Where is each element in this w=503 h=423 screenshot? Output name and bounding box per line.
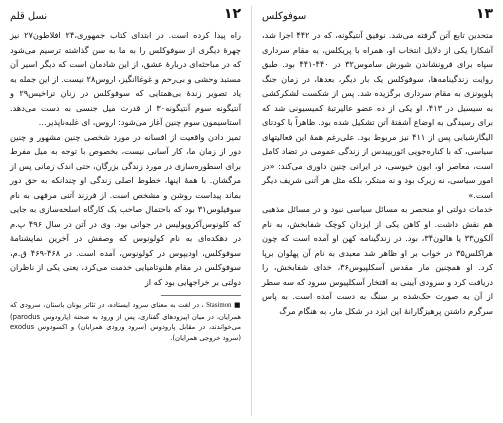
running-title: سوفوکلس	[262, 11, 307, 22]
right-page-body	[262, 28, 493, 318]
right-page-header	[262, 6, 493, 22]
paragraph: خدمات دولتی او منحصر به مسائل سیاسی نبود و در مسائل مذهبی هم نقش داشت. او کاهن یکی از ایزدان کوچک شفابخش، به نام آلکون۳۳ یا هالون۳۴، بود. در زندگینامه کهن او آمده است که چون هراکلس۳۵ در خواب بر او ظاهر شد معبدی به نام آن پهلوان برپا کرد. او همچنین مار مقدس آسکلپیوس۳۶، خدای شفابخش، را دریافت کرد و سرودی آیینی به افتخار آسکلپیوس سرود که سه سطر از آن به صورت حک‌شده بر سنگ به دست آمده است. به پاس سرگرم داشتن پرهیزگارانهٔ این ایزد در شکل مار، به هنگام مرگ	[262, 204, 494, 316]
footnote-marker: ■	[234, 301, 242, 309]
left-page-body	[10, 28, 241, 289]
footnote	[10, 300, 241, 343]
paragraph: متحدین تابع آتن گرفته می‌شد. نوفیق آنتیگونه، که در ۴۴۲ اجرا شد، آشکارا یکی از دلایل انتخاب او، همراه با پریکلس، به مقام سرداری سپاه برای فرونشاندن شورش ساموس۳۲ در ۴۴۰-۴۴۱ بود. طبق روایت زندگینامه‌ها، سوفوکلس یک بار دیگر، بعدها، در زمان جنگ پلوپونزی به مقام سرداری برگزیده شد. پس از شکست لشکرکشی به سیسیل در ۴۱۳، او یکی از ده عضو عالیرتبهٔ کمیسیونی شد که برای رسیدگی به اوضاع آشفتهٔ آتن تشکیل شده بود. ظاهراً با کودتای الیگارشیایی پس از ۴۱۱ نیز مربوط بود. علی‌رغم همهٔ این فعالیتهای سیاسی، که با کناره‌جویی اثوریپیدس از زندگی عمومی در تضاد کامل است، معاصر او، ایون خیوسی، در ایرانی چنین داوری می‌کند: «در امور سیاسی، نه زیرک بود و نه مبتکر، بلکه مثل هر آتنی شریف دیگر است.»	[262, 30, 494, 200]
page-number: ۱۲	[223, 6, 241, 22]
paragraph: راه پیدا کرده است. در ابتدای کتاب جمهوری،۲۴ افلاطون۲۷ نیز چهرهٔ دیگری از سوفوکلس را به ما به سن گذاشته ترسیم می‌شود که در مباحثه‌ای دربارهٔ عشق، از این شادمان است که دیگر اسیر آن مستبد وحشی و بی‌رحم و غوغاانگیز، اروس۲۸ نیست. از این جمله به یاد تصویر زندهٔ بی‌همتایی که سوفوکلس در زنان تراخیس۲۹ و آنتیگونه سوم آنتیگونه۳۰ از قدرت میل جنسی به دست می‌دهد. استاسیمون سوم چنین آغاز می‌شود: اروس، ای غلبه‌ناپذیر…	[10, 30, 242, 127]
footnote-term: Stasimon	[206, 302, 232, 309]
footnote-text: ، در لغت به معنای سرود ایستاده، در تئاتر یونان باستان، سرودی که همرایان، در میان اپیزودهای گفتاری، پس از ورود به صحنه (پارودوس parodus) می‌خواندند، در مقابل پارودوس (سرود ورودی همرایان) و اکسودوس exodus (سرود خروجی همرایان).	[10, 301, 241, 342]
page-number: ۱۳	[475, 6, 493, 22]
left-page-header	[10, 6, 241, 22]
footnote-rule	[161, 295, 241, 296]
running-title: نسل قلم	[10, 11, 48, 22]
left-page	[0, 0, 251, 423]
right-page	[252, 0, 503, 423]
paragraph: تمیز دادن واقعیت از افسانه در مورد شخصی چنین مشهور و چنین دور از زمان ما، کار آسانی نیست، بخصوص با توجه به میل مفرط برای اسطوره‌سازی در مورد زندگی بزرگان، حتی اندک زمانی پس از مرگشان. با همهٔ اینها، خطوط اصلی زندگی او چندانکه به حق دور بماند پیداست روشن و مشخص است. از فرزند آتنی مرفهی به نام سوفیلوس۳۱ بود که باحتمال صاحب یک کارگاه اسلحه‌سازی به جایی که کلونوس‌آکروپولیس در جوانی بود. وی در آتن در سال ۴۹۶ پ.م در دهکده‌ای به نام کولونوس که وصفش در آخرین نمایشنامهٔ سوفوکلس، اودیپوس در کولونوس، آمده است. در ۴۶۸-۴۶۹ ق.م، سوفوکلس در مقام هلنوتامیایی خدمت می‌کرد، یعنی یکی از ناظران دولتی بر خراجهایی بود که از	[10, 131, 241, 287]
